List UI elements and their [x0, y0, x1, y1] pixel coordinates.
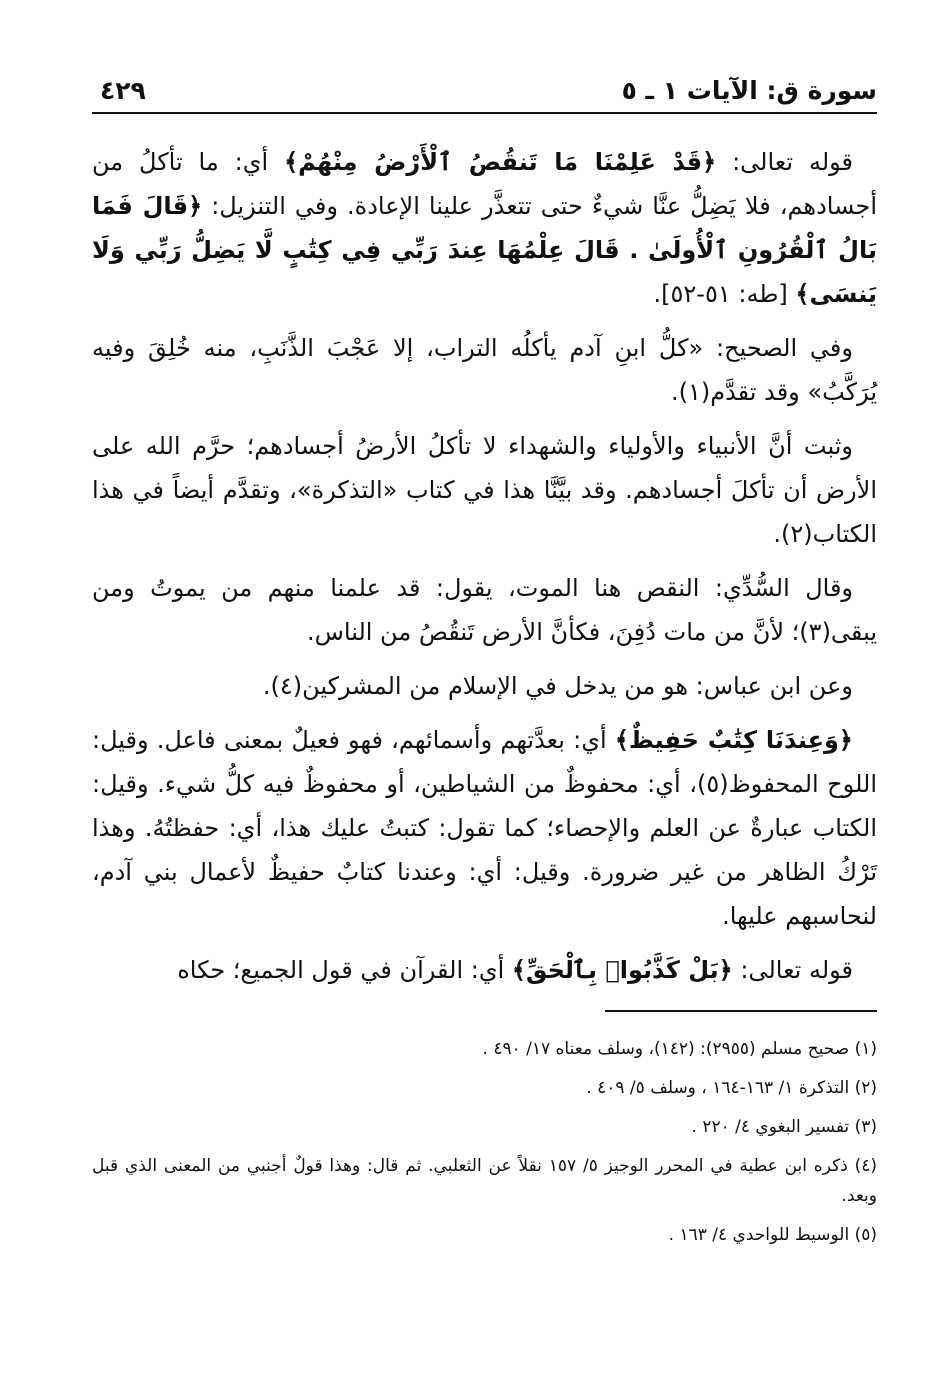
quran-verse: ﴿وَعِندَنَا كِتَٰبٌ حَفِيظٌ﴾	[614, 726, 853, 754]
footnote: (٥) الوسيط للواحدي ٤/ ١٦٣ .	[668, 1225, 877, 1245]
footnote: (٢) التذكرة ١/ ١٦٣-١٦٤ ، وسلف ٥/ ٤٠٩ .	[586, 1078, 877, 1098]
paragraph-text: أي: ما تأكلُ من أجسادهم، فلا يَضِلُّ عنَّا شيءٌ حتى تتعذَّر علينا الإعادة. وفي التنزيل:	[92, 148, 877, 220]
paragraph	[92, 718, 877, 938]
surah-title: سورة ق: الآيات ١ ـ ٥	[621, 76, 877, 105]
paragraph-text: أي: القرآن في قول الجميع؛ حكاه	[177, 956, 512, 984]
footnote: (١) صحيح مسلم (٢٩٥٥): (١٤٢)، وسلف معناه ١٧/ ٤٩٠ .	[482, 1039, 877, 1059]
footnote: (٤) ذكره ابن عطية في المحرر الوجيز ٥/ ١٥٧ نقلاً عن الثعلبي. ثم قال: وهذا قولٌ أجنبي من المعنى الذي قبل وبعد.	[92, 1156, 877, 1206]
page-number: ٤٢٩	[100, 76, 146, 105]
book-page	[92, 72, 877, 1352]
paragraph-text: قوله تعالى:	[716, 148, 854, 176]
quran-verse: ﴿بَلْ كَذَّبُوا۟ بِٱلْحَقِّ﴾	[511, 956, 733, 984]
footnotes	[92, 1034, 877, 1250]
paragraph	[92, 140, 877, 316]
footnote-separator	[605, 1010, 877, 1012]
verse-reference: [طه: ٥١-٥٢].	[653, 280, 796, 308]
paragraph: وثبت أنَّ الأنبياء والأولياء والشهداء لا تأكلُ الأرضُ أجسادهم؛ حرَّم الله على الأرض أن تأكلَ أجسادهم. وقد بيَّنَّا هذا في كتاب «التذكرة»، وتقدَّم أيضاً في هذا الكتاب(٢).	[92, 432, 877, 548]
quran-verse: ﴿قَدْ عَلِمْنَا مَا تَنقُصُ ٱلْأَرْضُ مِنْهُمْ﴾	[284, 148, 717, 176]
main-text	[92, 140, 877, 992]
paragraph: وعن ابن عباس: هو من يدخل في الإسلام من المشركين(٤).	[262, 672, 853, 700]
paragraph-text: أي: بعدَّتهم وأسمائهم، فهو فعيلٌ بمعنى فاعل. وقيل: اللوح المحفوظ(٥)، أي: محفوظٌ من الشياطين، أو محفوظٌ فيه كلُّ شيء. وقيل: الكتاب عبارةٌ عن العلم والإحصاء؛ كما تقول: كتبتُ عليك هذا، أي: حفظتُهُ. وهذا تَرْكُ الظاهر من غير ضرورة. وقيل: أي: وعندنا كتابٌ حفيظٌ لأعمال بني آدم، لنحاسبهم عليها.	[92, 726, 878, 930]
paragraph: وفي الصحيح: «كلُّ ابنِ آدم يأكلُه التراب، إلا عَجْبَ الذَّنَبِ، منه خُلِقَ وفيه يُرَكَّبُ» وقد تقدَّم(١).	[92, 334, 877, 406]
paragraph-text: قوله تعالى:	[732, 956, 853, 984]
paragraph: وقال السُّدِّي: النقص هنا الموت، يقول: قد علمنا منهم من يموتُ ومن يبقى(٣)؛ لأنَّ من مات دُفِنَ، فكأنَّ الأرض تَنقُصُ من الناس.	[92, 574, 877, 646]
paragraph	[92, 948, 877, 992]
footnote: (٣) تفسير البغوي ٤/ ٢٢٠ .	[691, 1117, 877, 1137]
quran-verse: ﴿قَالَ فَمَا بَالُ ٱلْقُرُونِ ٱلْأُولَىٰ . قَالَ عِلْمُهَا عِندَ رَبِّي فِي كِتَٰبٍ لَّا يَضِلُّ رَبِّي وَلَا يَنسَى﴾	[92, 192, 877, 308]
running-header	[92, 72, 877, 114]
